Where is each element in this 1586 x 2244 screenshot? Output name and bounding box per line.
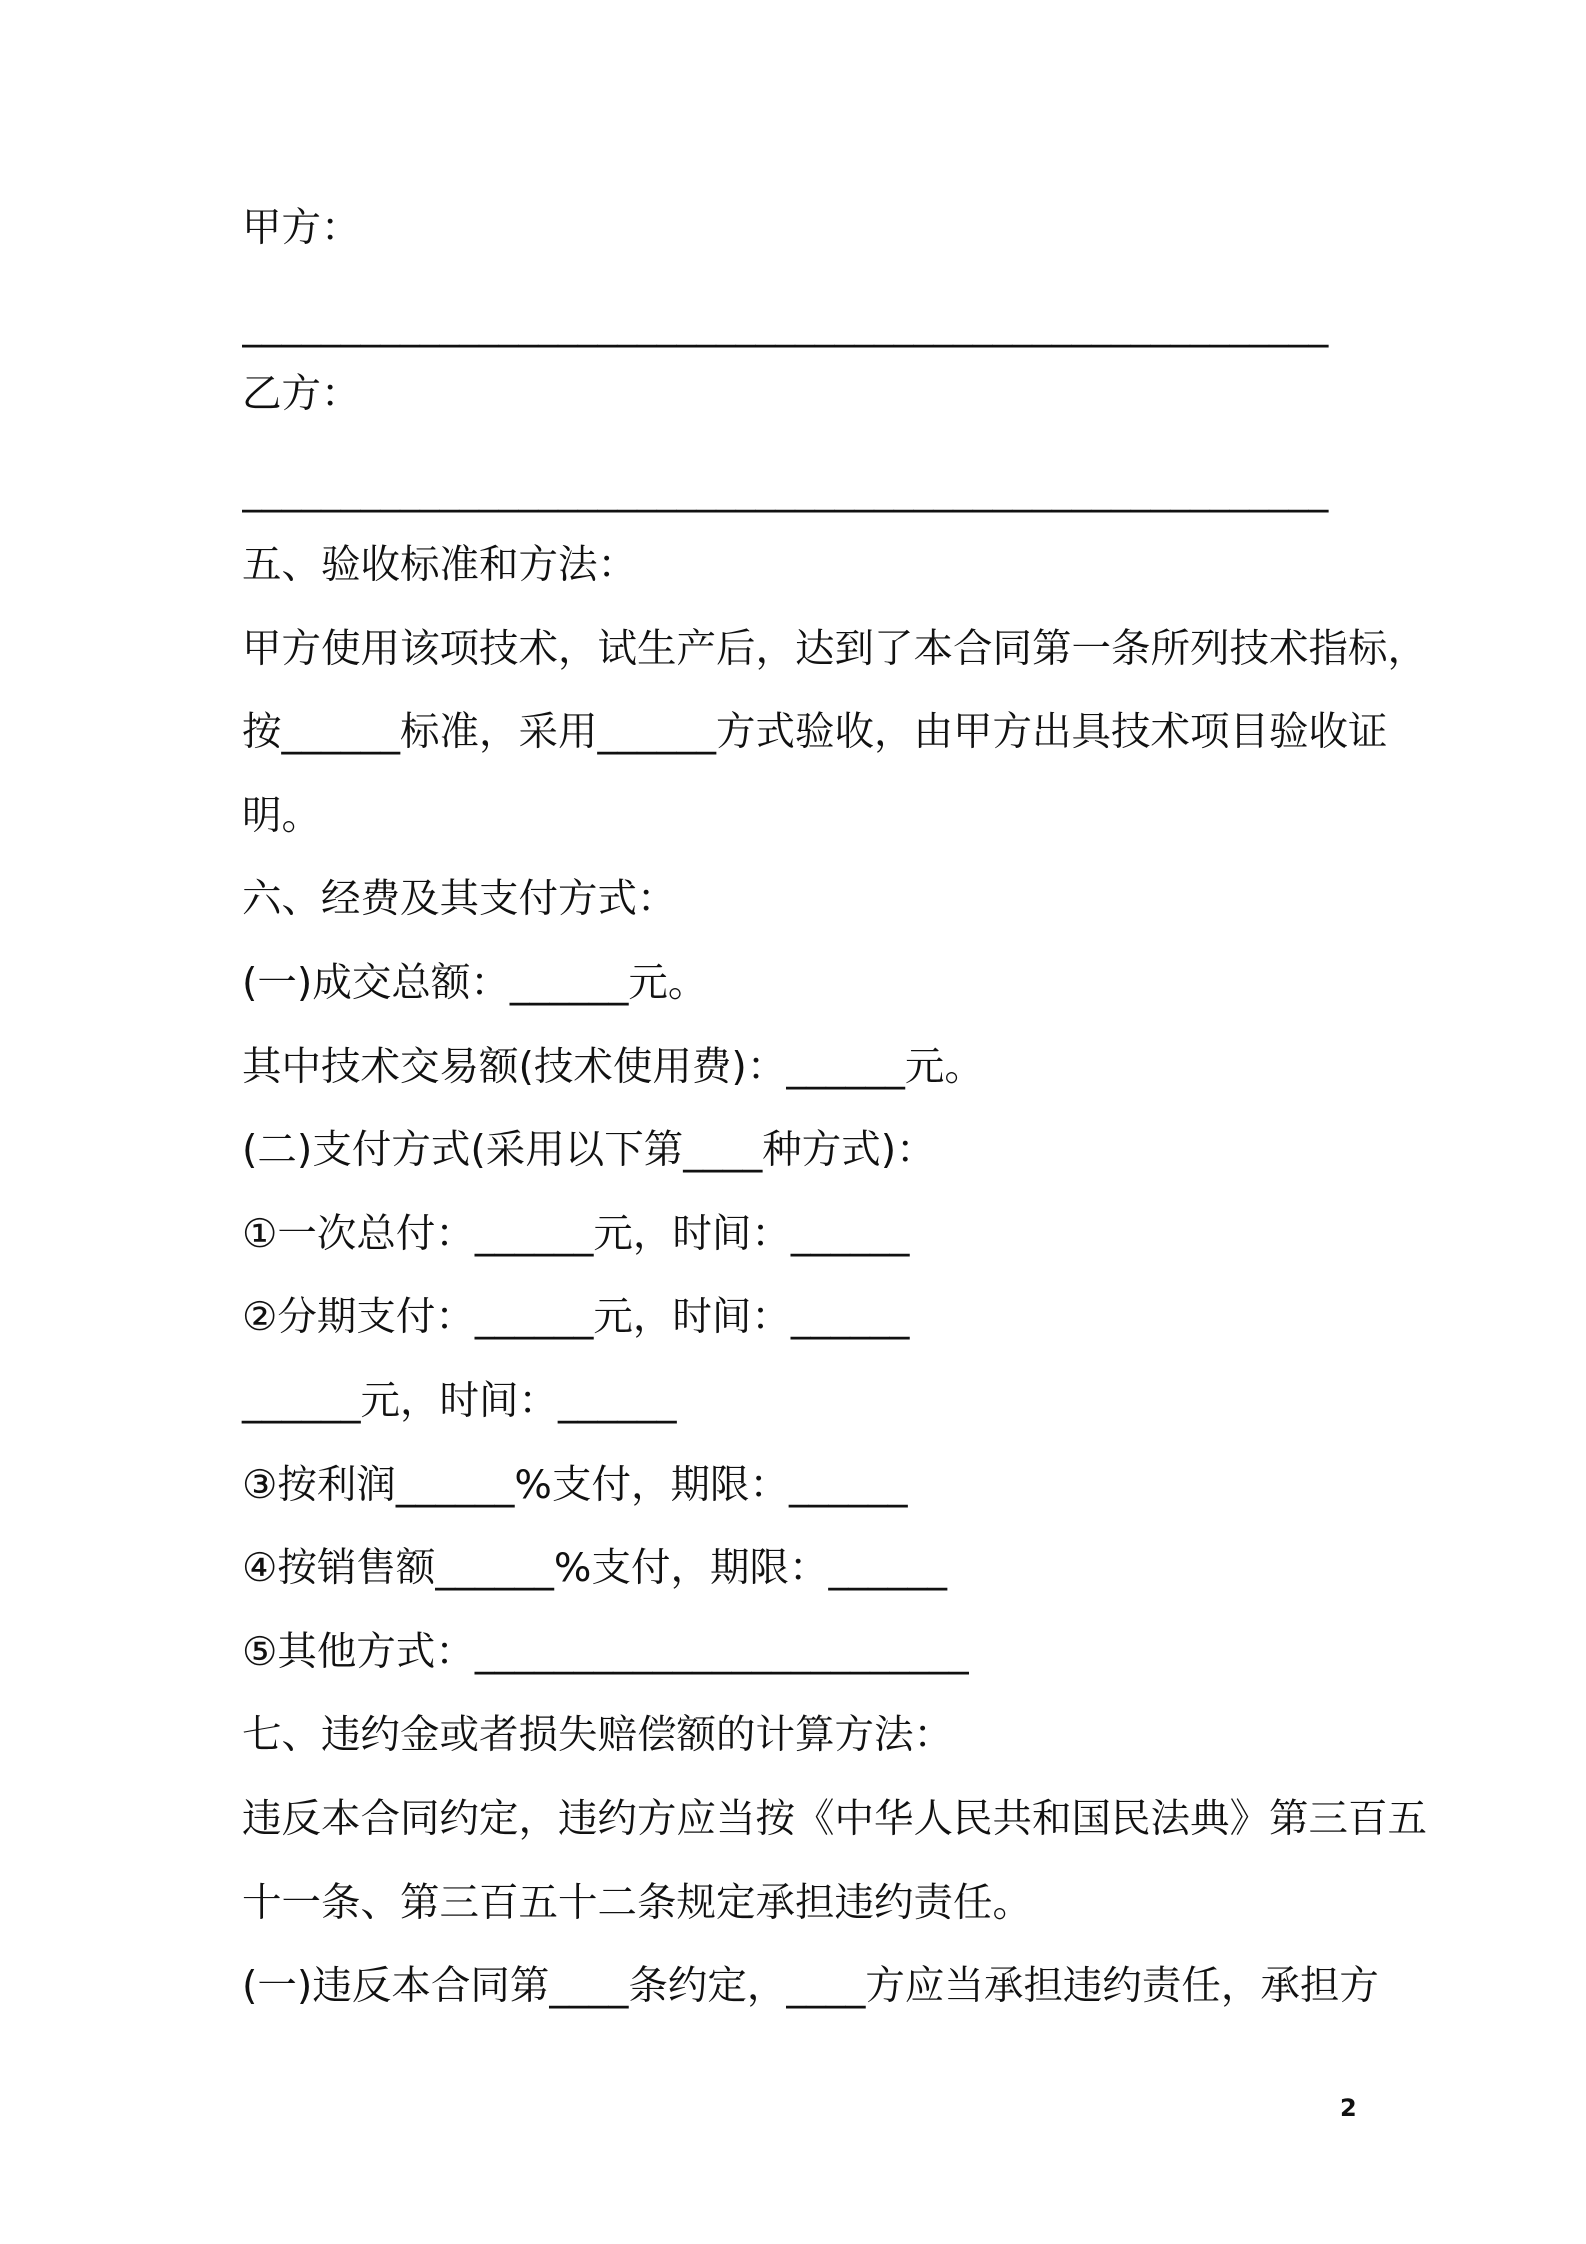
party-a-label: 甲方： xyxy=(242,205,361,251)
paragraph-line: 其中技术交易额(技术使用费)：______元。 xyxy=(242,1044,984,1090)
paragraph-line: 十一条、第三百五十二条规定承担违约责任。 xyxy=(242,1880,1032,1926)
section-7-heading: 七、违约金或者损失赔偿额的计算方法： xyxy=(242,1712,953,1758)
party-a-blank-line: _______________________________________________________ xyxy=(242,302,1329,348)
paragraph-line: (一)成交总额：______元。 xyxy=(242,960,708,1006)
paragraph-line: 明。 xyxy=(242,793,321,839)
payment-option-4: ④按销售额______%支付，期限：______ xyxy=(242,1545,947,1591)
section-6-heading: 六、经费及其支付方式： xyxy=(242,876,677,922)
payment-option-2-continued: ______元，时间：______ xyxy=(242,1378,677,1424)
paragraph-line: 甲方使用该项技术，试生产后，达到了本合同第一条所列技术指标， xyxy=(242,626,1427,672)
section-5-heading: 五、验收标准和方法： xyxy=(242,542,637,588)
paragraph-line: (二)支付方式(采用以下第____种方式)： xyxy=(242,1127,936,1173)
payment-option-1: ①一次总付：______元，时间：______ xyxy=(242,1211,910,1257)
payment-option-5: ⑤其他方式：_________________________ xyxy=(242,1629,969,1675)
payment-option-3: ③按利润______%支付，期限：______ xyxy=(242,1462,908,1508)
party-b-label: 乙方： xyxy=(242,371,361,417)
payment-option-2: ②分期支付：______元，时间：______ xyxy=(242,1294,910,1340)
party-b-blank-line: _______________________________________________________ xyxy=(242,467,1329,513)
paragraph-line: 违反本合同约定，违约方应当按《中华人民共和国民法典》第三百五 xyxy=(242,1796,1427,1842)
paragraph-line: (一)违反本合同第____条约定，____方应当承担违约责任，承担方 xyxy=(242,1963,1379,2009)
paragraph-line: 按______标准，采用______方式验收，由甲方出具技术项目验收证 xyxy=(242,709,1388,755)
page-number: 2 xyxy=(1340,2094,1357,2122)
